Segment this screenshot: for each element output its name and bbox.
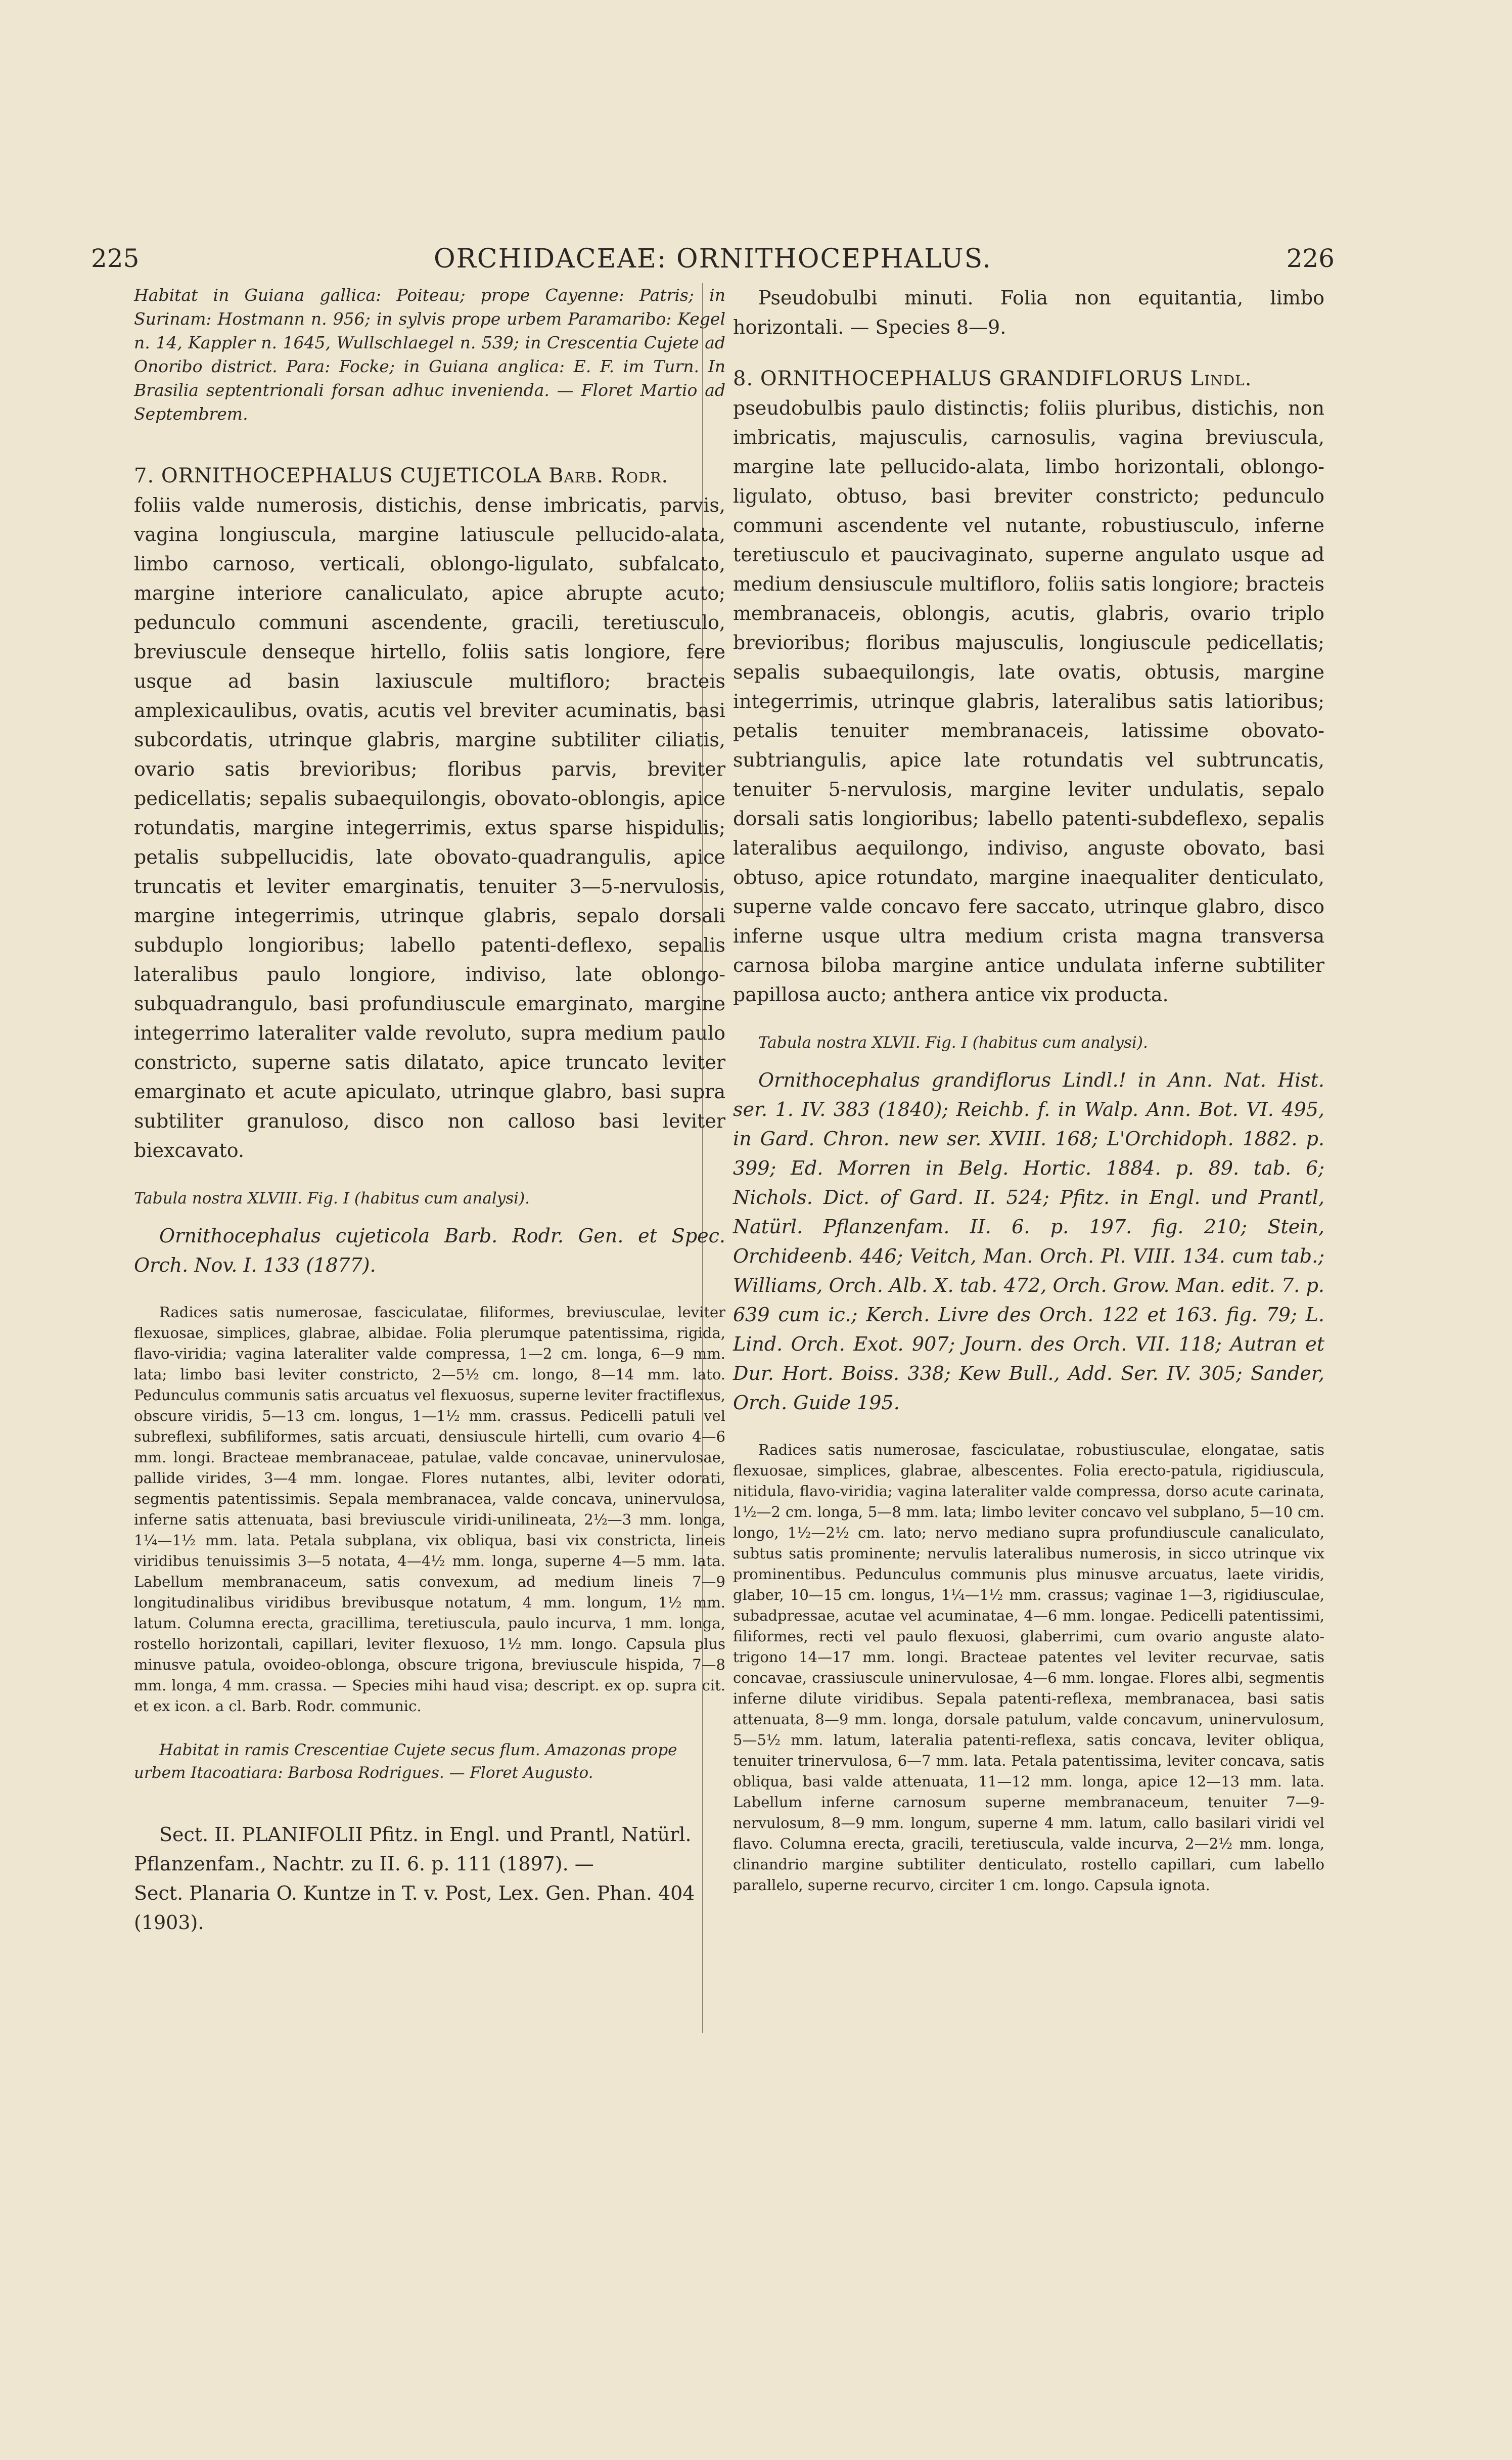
species-7-heading: [134, 461, 725, 490]
page-header: [91, 244, 1335, 279]
habitat-paragraph: Habitat in Guiana gallica: Poiteau; prope Cayenne: Patris; in Surinam: Hostmann n. 956; in sylvis prope urbem Paramaribo: Kegel n. 14, Kappler n. 1645, Wullschlaegel n. 539; in Crescentia Cujete ad Onoribo district. Para: Focke; in Guiana anglica: E. F. im Turn. In Brasilia septentrionali forsan adhuc invenienda. — Floret Martio ad Septembrem.: [134, 285, 725, 424]
species-8-description: Radices satis numerosae, fasciculatae, robustiusculae, elongatae, satis flexuosae, simplices, glabrae, albescentes. Folia erecto-patula, rigidiuscula, nitidula, flavo-viridia; vagina lateraliter valde compressa, dorso acute carinata, 1½—2 cm. longa, 5—8 mm. lata; limbo leviter concavo vel subplano, 5—10 cm. longo, 1½—2½ cm. lato; nervo mediano supra profundiuscule canaliculato, subtus satis prominente; nervulis lateralibus numerosis, in sicco utrinque vix prominentibus. Pedunculus communis plus minusve arcuatus, laete viridis, glaber, 10—15 cm. longus, 1¼—1½ mm. crassus; vaginae 1—3, rigidiusculae, subadpressae, acutae vel acuminatae, 4—6 mm. longae. Pedicelli patentissimi, filiformes, recti vel paulo flexuosi, glaberrimi, cum ovario anguste alato-trigono 14—17 mm. longi. Bracteae patentes vel leviter recurvae, satis concavae, crassiuscule uninervulosae, 4—6 mm. longae. Flores albi, segmentis inferne dilute viridibus. Sepala patenti-reflexa, membranacea, basi satis attenuata, 8—9 mm. longa, dorsale patulum, valde concavum, uninervulosum, 5—5½ mm. latum, lateralia patenti-reflexa, satis concava, leviter obliqua, tenuiter trinervulosa, 6—7 mm. lata. Petala patentissima, leviter concava, satis obliqua, basi valde attenuata, 11—12 mm. longa, apice 12—13 mm. lata. Labellum inferne carnosum superne membranaceum, tenuiter 7—9-nervulosum, 8—9 mm. longum, superne 4 mm. latum, callo basilari viridi vel flavo. Columna erecta, gracili, teretiuscula, valde incurva, 2—2½ mm. longa, clinandrio margine subtiliter denticulato, rostello capillari, cum labello parallelo, superne recurvo, circiter 1 cm. longo. Capsula ignota.: [733, 1441, 1324, 1894]
species-8-plate-reference: Tabula nostra XLVII. Fig. I (habitus cum analysi).: [758, 1034, 1148, 1052]
species-7-name: 7. ORNITHOCEPHALUS CUJETICOLA: [134, 464, 542, 487]
species-8-name: 8. ORNITHOCEPHALUS GRANDIFLORUS: [733, 367, 1183, 390]
page-number-right: 226: [1286, 244, 1335, 273]
species-8-author: Lindl.: [1190, 367, 1252, 390]
species-8-synonymy: Ornithocephalus grandiflorus Lindl.! in Ann. Nat. Hist. ser. 1. IV. 383 (1840); Reichb. f. in Walp. Ann. Bot. VI. 495, in Gard. Chron. new ser. XVIII. 168; L'Orchidoph. 1882. p. 399; Ed. Morren in Belg. Hortic. 1884. p. 89. tab. 6; Nichols. Dict. of Gard. II. 524; Pfitz. in Engl. und Prantl, Natürl. Pflanzenfam. II. 6. p. 197. fig. 210; Stein, Orchideenb. 446; Veitch, Man. Orch. Pl. VIII. 134. cum tab.; Williams, Orch. Alb. X. tab. 472, Orch. Grow. Man. edit. 7. p. 639 cum ic.; Kerch. Livre des Orch. 122 et 163. fig. 79; L. Lind. Orch. Exot. 907; Journ. des Orch. VII. 118; Autran et Dur. Hort. Boiss. 338; Kew Bull., Add. Ser. IV. 305; Sander, Orch. Guide 195.: [733, 1069, 1324, 1414]
right-column: [733, 283, 1324, 1896]
species-7-habitat: Habitat in ramis Crescentiae Cujete secus flum. Amazonas prope urbem Itacoatiara: Barbosa Rodrigues. — Floret Augusto.: [134, 1741, 677, 1782]
page-number-left: 225: [91, 244, 140, 273]
section-heading: Sect. II. PLANIFOLII Pfitz. in Engl. und Prantl, Natürl. Pflanzenfam., Nachtr. zu II. 6. p. 111 (1897). —: [134, 1823, 692, 1875]
left-column: [134, 283, 725, 1937]
species-7-plate-reference: Tabula nostra XLVIII. Fig. I (habitus cum analysi).: [134, 1189, 530, 1207]
species-7-author: Barb. Rodr.: [548, 464, 669, 487]
species-7-description: Radices satis numerosae, fasciculatae, filiformes, breviusculae, leviter flexuosae, simplices, glabrae, albidae. Folia plerumque patentissima, rigida, flavo-viridia; vagina lateraliter valde compressa, 1—2 cm. longa, 6—9 mm. lata; limbo basi leviter constricto, 2—5½ cm. longo, 8—14 mm. lato. Pedunculus communis satis arcuatus vel flexuosus, superne leviter fractiflexus, obscure viridis, 5—13 cm. longus, 1—1½ mm. crassus. Pedicelli patuli vel subreflexi, subfiliformes, satis arcuati, densiuscule hirtelli, cum ovario 4—6 mm. longi. Bracteae membranaceae, patulae, valde concavae, uninervulosae, pallide virides, 3—4 mm. longae. Flores nutantes, albi, leviter odorati, segmentis patentissimis. Sepala membranacea, valde concava, uninervulosa, inferne satis attenuata, basi breviuscule viridi-unilineata, 2½—3 mm. longa, 1¼—1½ mm. lata. Petala subplana, vix obliqua, basi vix constricta, lineis viridibus tenuissimis 3—5 notata, 4—4½ mm. longa, superne 4—5 mm. lata. Labellum membranaceum, satis convexum, ad medium lineis 7—9 longitudinalibus viridibus brevibusque notatum, 4 mm. longum, 1½ mm. latum. Columna erecta, gracillima, teretiuscula, paulo incurva, 1 mm. longa, rostello horizontali, capillari, leviter flexuoso, 1½ mm. longo. Capsula plus minusve patula, ovoideo-oblonga, obscure trigona, breviuscule hispida, 7—8 mm. longa, 4 mm. crassa. — Species mihi haud visa; descript. ex op. supra cit. et ex icon. a cl. Barb. Rodr. communic.: [134, 1304, 725, 1715]
species-7-synonymy: Ornithocephalus cujeticola Barb. Rodr. Gen. et Spec. Orch. Nov. I. 133 (1877).: [134, 1225, 725, 1276]
species-7-diagnosis: foliis valde numerosis, distichis, dense imbricatis, parvis, vagina longiuscula, margine latiuscule pellucido-alata, limbo carnoso, verticali, oblongo-ligulato, subfalcato, margine interiore canaliculato, apice abrupte acuto; pedunculo communi ascendente, gracili, teretiusculo, breviuscule denseque hirtello, foliis satis longiore, fere usque ad basin laxiuscule multifloro; bracteis amplexicaulibus, ovatis, acutis vel breviter acuminatis, basi subcordatis, utrinque glabris, margine subtiliter ciliatis, ovario satis brevioribus; floribus parvis, breviter pedicellatis; sepalis subaequilongis, obovato-oblongis, apice rotundatis, margine integerrimis, extus sparse hispidulis; petalis subpellucidis, late obovato-quadrangulis, apice truncatis et leviter emarginatis, tenuiter 3—5-nervulosis, margine integerrimis, utrinque glabris, sepalo dorsali subduplo longioribus; labello patenti-deflexo, sepalis lateralibus paulo longiore, indiviso, late oblongo-subquadrangulo, basi profundiuscule emarginato, margine integerrimo lateraliter valde revoluto, supra medium paulo constricto, superne satis dilatato, apice truncato leviter emarginato et acute apiculato, utrinque glabro, basi supra subtiliter granuloso, disco non calloso basi leviter biexcavato.: [134, 494, 725, 1161]
species-8-heading: [733, 364, 1324, 393]
section-intro: Pseudobulbi minuti. Folia non equitantia, limbo horizontali. — Species 8—9.: [733, 287, 1324, 338]
species-8-diagnosis: pseudobulbis paulo distinctis; foliis pluribus, distichis, non imbricatis, majusculis, carnosulis, vagina breviuscula, margine late pellucido-alata, limbo horizontali, oblongo-ligulato, obtuso, basi breviter constricto; pedunculo communi ascendente vel nutante, robustiusculo, inferne teretiusculo et paucivaginato, superne angulato usque ad medium densiuscule multifloro, foliis satis longiore; bracteis membranaceis, oblongis, acutis, glabris, ovario triplo brevioribus; floribus majusculis, longiuscule pedicellatis; sepalis subaequilongis, late ovatis, obtusis, margine integerrimis, utrinque glabris, lateralibus satis latioribus; petalis tenuiter membranaceis, latissime obovato-subtriangulis, apice late rotundatis vel subtruncatis, tenuiter 5-nervulosis, margine leviter undulatis, sepalo dorsali satis longioribus; labello patenti-subdeflexo, sepalis lateralibus aequilongo, indiviso, anguste obovato, basi obtuso, apice rotundato, margine inaequaliter denticulato, superne valde concavo fere saccato, utrinque glabro, disco inferne usque ultra medium crista magna transversa carnosa biloba margine antice undulata inferne subtiliter papillosa aucto; anthera antice vix producta.: [733, 397, 1324, 1006]
running-title: ORCHIDACEAE: ORNITHOCEPHALUS.: [434, 244, 992, 274]
section-synonym: Sect. Planaria O. Kuntze in T. v. Post, Lex. Gen. Phan. 404 (1903).: [134, 1882, 695, 1934]
